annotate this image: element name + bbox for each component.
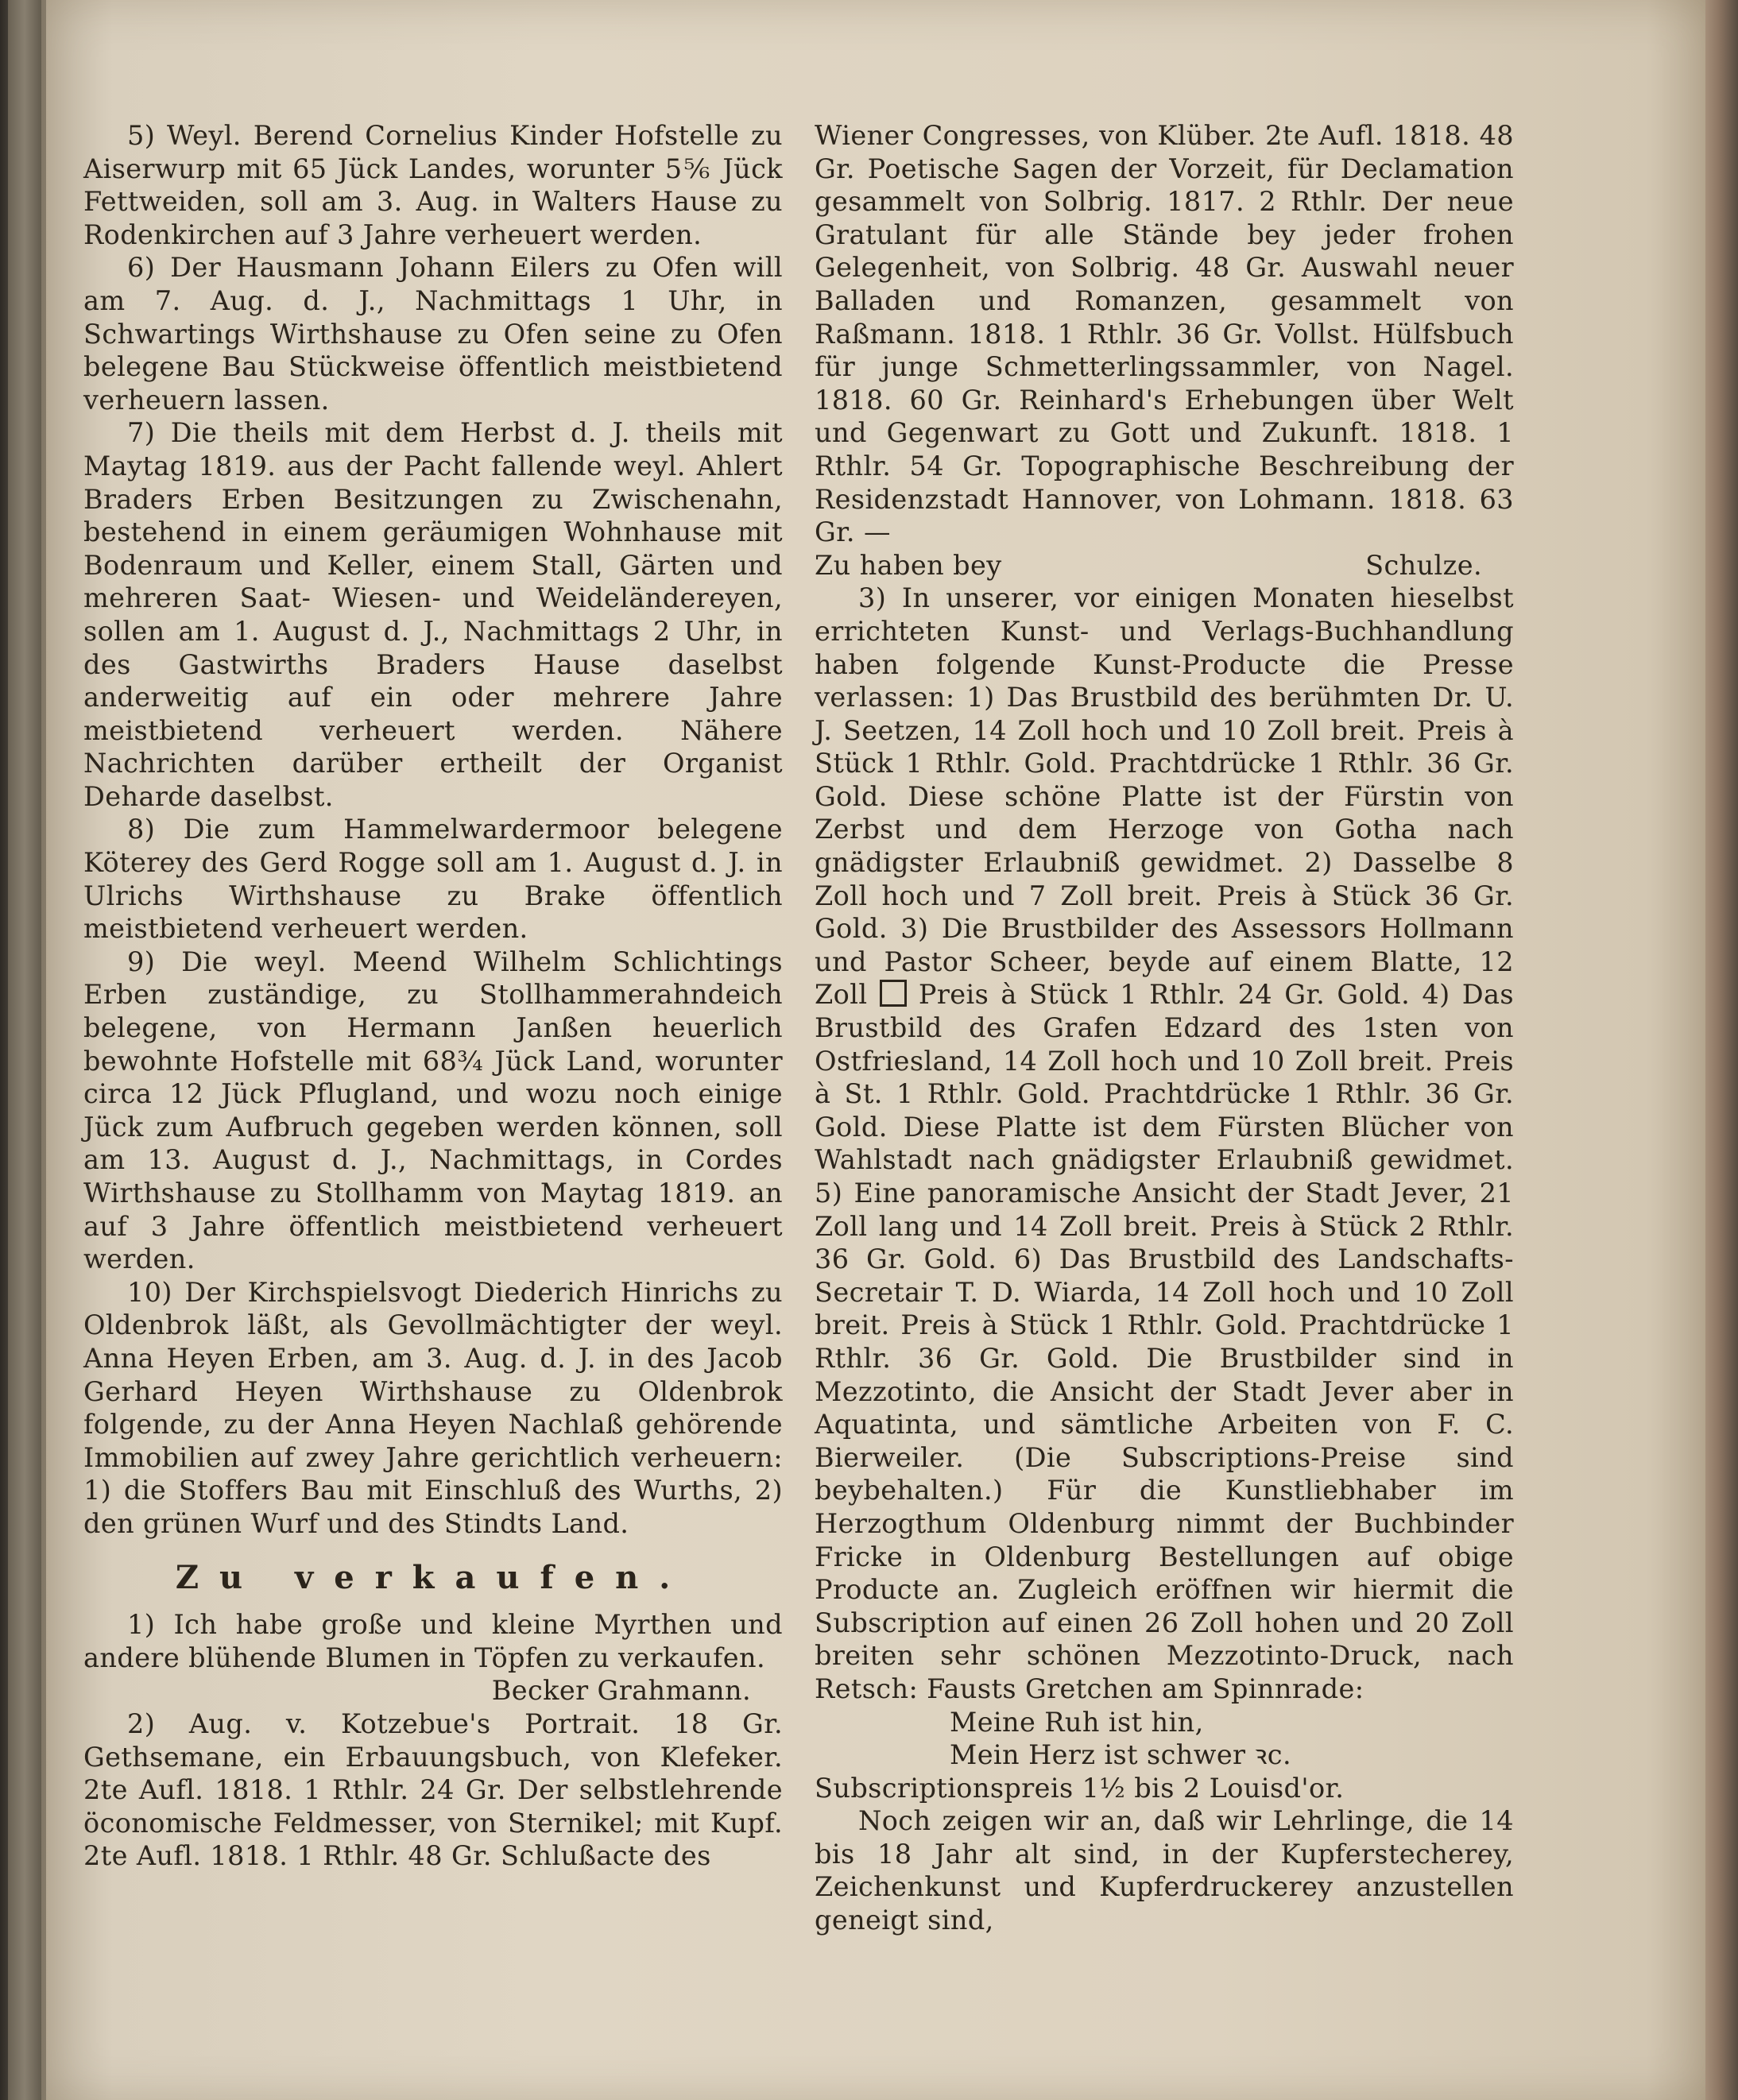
left-column <box>83 119 783 1873</box>
apprentice-notice: Noch zeigen wir an, daß wir Lehrlinge, die 14 bis 18 Jahr alt sind, in der Kupferstecherey, Zeichenkunst und Kupferdruckerey anzustellen geneigt sind, <box>815 1805 1514 1936</box>
box-symbol <box>880 980 907 1007</box>
sale-2-continued: Wiener Congresses, von Klüber. 2te Aufl. 1818. 48 Gr. Poetische Sagen der Vorzeit, für Declamation gesammelt von Solbrig. 1817. 2 Rthlr. Der neue Gratulant für alle Stände bey jeder frohen Gelegenheit, von Solbrig. 48 Gr. Auswahl neuer Balladen und Romanzen, gesammelt von Raßmann. 1818. 1 Rthlr. 36 Gr. Vollst. Hülfsbuch für junge Schmetterlingssammler, von Nagel. 1818. 60 Gr. Reinhard's Erhebungen über Welt und Gegenwart zu Gott und Zukunft. 1818. 1 Rthlr. 54 Gr. Topographische Beschreibung der Residenzstadt Hannover, von Lohmann. 1818. 63 Gr. — <box>815 120 1514 548</box>
sale-2-footer <box>815 549 1514 582</box>
right-column <box>815 119 1514 1937</box>
notice-7: 7) Die theils mit dem Herbst d. J. theils mit Maytag 1819. aus der Pacht fallende weyl. Ahlert Braders Erben Besitzungen zu Zwischenahn, bestehend in einem geräumigen Wohnhause mit Bodenraum und Keller, einem Stall, Gärten und mehreren Saat- Wiesen- und Weideländereyen, sollen am 1. August d. J., Nachmittags 2 Uhr, in des Gastwirths Braders Hause daselbst anderweitig auf ein oder mehrere Jahre meistbietend verheuert werden. Nähere Nachrichten darüber ertheilt der Organist Deharde daselbst. <box>83 417 783 812</box>
sale-2-footer-right: Schulze. <box>1365 549 1482 581</box>
page-right-edge <box>1705 0 1738 2100</box>
notice-6: 6) Der Hausmann Johann Eilers zu Ofen will am 7. Aug. d. J., Nachmittags 1 Uhr, in Schwartings Wirthshause zu Ofen seine zu Ofen belegene Bau Stückweise öffentlich meistbietend verheuern lassen. <box>83 252 783 416</box>
notice-8: 8) Die zum Hammelwardermoor belegene Köterey des Gerd Rogge soll am 1. August d. J. in Ulrichs Wirthshause zu Brake öffentlich meistbietend verheuert werden. <box>83 814 783 945</box>
facing-page-edge <box>8 0 41 2100</box>
sale-1: 1) Ich habe große und kleine Myrthen und andere blühende Blumen in Töpfen zu verkaufen. <box>83 1609 783 1673</box>
sale-2-start: 2) Aug. v. Kotzebue's Portrait. 18 Gr. Gethsemane, ein Erbauungsbuch, von Klefeker. 2te Aufl. 1818. 1 Rthlr. 24 Gr. Der selbstlehrende öconomische Feldmesser, von Sternikel; mit Kupf. 2te Aufl. 1818. 1 Rthlr. 48 Gr. Schlußacte des <box>83 1707 783 1872</box>
sale-3 <box>815 582 1514 1705</box>
subscription-price: Subscriptionspreis 1½ bis 2 Louisd'or. <box>815 1772 1345 1804</box>
sale-3-part1: 3) In unserer, vor einigen Monaten hieselbst errichteten Kunst- und Verlags-Buchhandlung haben folgende Kunst-Producte die Presse verlassen: 1) Das Brustbild des berühmten Dr. U. J. Seetzen, 14 Zoll hoch und 10 Zoll breit. Preis à Stück 1 Rthlr. Gold. Prachtdrücke 1 Rthlr. 36 Gr. Gold. Diese schöne Platte ist der Fürstin von Zerbst und dem Herzoge von Gotha nach gnädigster Erlaubniß gewidmet. 2) Dasselbe 8 Zoll hoch und 7 Zoll breit. Preis à Stück 36 Gr. Gold. 3) Die Brustbilder des Assessors Hollmann und Pastor Scheer, beyde auf einem Blatte, 12 Zoll <box>815 582 1514 1011</box>
sale-1-signature: Becker Grahmann. <box>491 1675 751 1707</box>
verse-line-1: Meine Ruh ist hin, <box>950 1706 1204 1738</box>
notice-9: 9) Die weyl. Meend Wilhelm Schlichtings Erben zuständige, zu Stollhammerahndeich belegene, von Hermann Janßen heuerlich bewohnte Hofstelle mit 68¾ Jück Land, worunter circa 12 Jück Pflugland, und wozu noch einige Jück zum Aufbruch gegeben werden können, soll am 13. August d. J., Nachmittags, in Cordes Wirthshause zu Stollhamm von Maytag 1819. an auf 3 Jahre öffentlich meistbietend verheuert werden. <box>83 946 783 1275</box>
sale-2-footer-left: Zu haben bey <box>815 549 1002 581</box>
notice-5: 5) Weyl. Berend Cornelius Kinder Hofstelle zu Aiserwurp mit 65 Jück Landes, worunter 5⅚ Jück Fettweiden, soll am 3. Aug. in Walters Hause zu Rodenkirchen auf 3 Jahre verheuert werden. <box>83 120 783 250</box>
verse-line-2: Mein Herz ist schwer ꝛc. <box>950 1739 1292 1771</box>
section-heading-zu-verkaufen: Zu verkaufen. <box>175 1558 691 1596</box>
sale-3-part2: Preis à Stück 1 Rthlr. 24 Gr. Gold. 4) Das Brustbild des Grafen Edzard des 1sten von Ostfriesland, 14 Zoll hoch und 10 Zoll breit. Preis à St. 1 Rthlr. Gold. Prachtdrücke 1 Rthlr. 36 Gr. Gold. Diese Platte ist dem Fürsten Blücher von Wahlstadt nach gnädigster Erlaubniß gewidmet. 5) Eine panoramische Ansicht der Stadt Jever, 21 Zoll lang und 14 Zoll breit. Preis à Stück 2 Rthlr. 36 Gr. Gold. 6) Das Brustbild des Landschafts-Secretair T. D. Wiarda, 14 Zoll hoch und 10 Zoll breit. Preis à Stück 1 Rthlr. Gold. Prachtdrücke 1 Rthlr. 36 Gr. Gold. Die Brustbilder sind in Mezzotinto, die Ansicht der Stadt Jever aber in Aquatinta, und sämtliche Arbeiten von F. C. Bierweiler. (Die Subscriptions-Preise sind beybehalten.) Für die Kunstliebhaber im Herzogthum Oldenburg nimmt der Buchbinder Fricke in Oldenburg Bestellungen auf obige Producte an. Zugleich eröffnen wir hiermit die Subscription auf einen 26 Zoll hohen und 20 Zoll breiten sehr schönen Mezzotinto-Druck, nach Retsch: Fausts Gretchen am Spinnrade: <box>815 979 1514 1704</box>
notice-10: 10) Der Kirchspielsvogt Diederich Hinrichs zu Oldenbrok läßt, als Gevollmächtigter der weyl. Anna Heyen Erben, am 3. Aug. d. J. in des Jacob Gerhard Heyen Wirthshause zu Oldenbrok folgende, zu der Anna Heyen Nachlaß gehörende Immobilien auf zwey Jahre gerichtlich verheuern: 1) die Stoffers Bau mit Einschluß des Wurths, 2) den grünen Wurf und des Stindts Land. <box>83 1276 783 1539</box>
